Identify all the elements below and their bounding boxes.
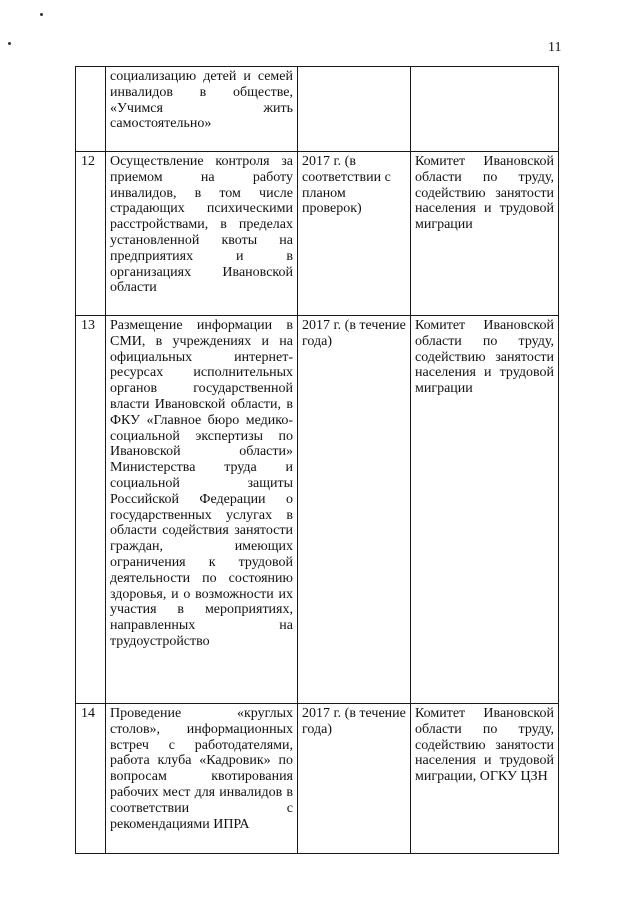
row-number: 14: [76, 704, 106, 854]
responsible-executor: Комитет Ивановской области по труду, содействию занятости населения и трудовой миграции: [411, 316, 559, 704]
table-row: [76, 704, 559, 854]
table-row: [76, 67, 559, 152]
deadline: [298, 67, 411, 152]
page-number: 11: [548, 40, 562, 55]
scan-speck: [8, 42, 11, 45]
action-description: Размещение информации в СМИ, в учреждениях и на официальных интернет-ресурсах исполнительных органов государственной власти Ивановской области, в ФКУ «Главное бюро медико-социальной экспертизы по Ивановской области» Министерства труда и социальной защиты Российской Федерации о государственных услугах в области содействия занятости граждан, имеющих ограничения к трудовой деятельности по состоянию здоровья, и о возможности их участия в мероприятиях, направленных на трудоустройство: [106, 316, 298, 704]
action-description: Осуществление контроля за приемом на работу инвалидов, в том числе страдающих психическими расстройствами, в пределах установленной квоты на предприятиях и в организациях Ивановской области: [106, 152, 298, 316]
responsible-executor: Комитет Ивановской области по труду, содействию занятости населения и трудовой миграции: [411, 152, 559, 316]
deadline: 2017 г. (в течение года): [298, 316, 411, 704]
table-row: [76, 316, 559, 704]
deadline: 2017 г. (в течение года): [298, 704, 411, 854]
deadline: 2017 г. (в соответствии с планом проверок): [298, 152, 411, 316]
row-number: 12: [76, 152, 106, 316]
row-number: [76, 67, 106, 152]
row-number: 13: [76, 316, 106, 704]
action-description: Проведение «круглых столов», информационных встреч с работодателями, работа клуба «Кадровик» по вопросам квотирования рабочих мест для инвалидов в соответствии с рекомендациями ИПРА: [106, 704, 298, 854]
measures-table: [75, 66, 559, 854]
scan-speck: [40, 13, 43, 16]
responsible-executor: Комитет Ивановской области по труду, содействию занятости населения и трудовой миграции, ОГКУ ЦЗН: [411, 704, 559, 854]
responsible-executor: [411, 67, 559, 152]
table-row: [76, 152, 559, 316]
action-description: социализацию детей и семей инвалидов в обществе, «Учимся жить самостоятельно»: [106, 67, 298, 152]
